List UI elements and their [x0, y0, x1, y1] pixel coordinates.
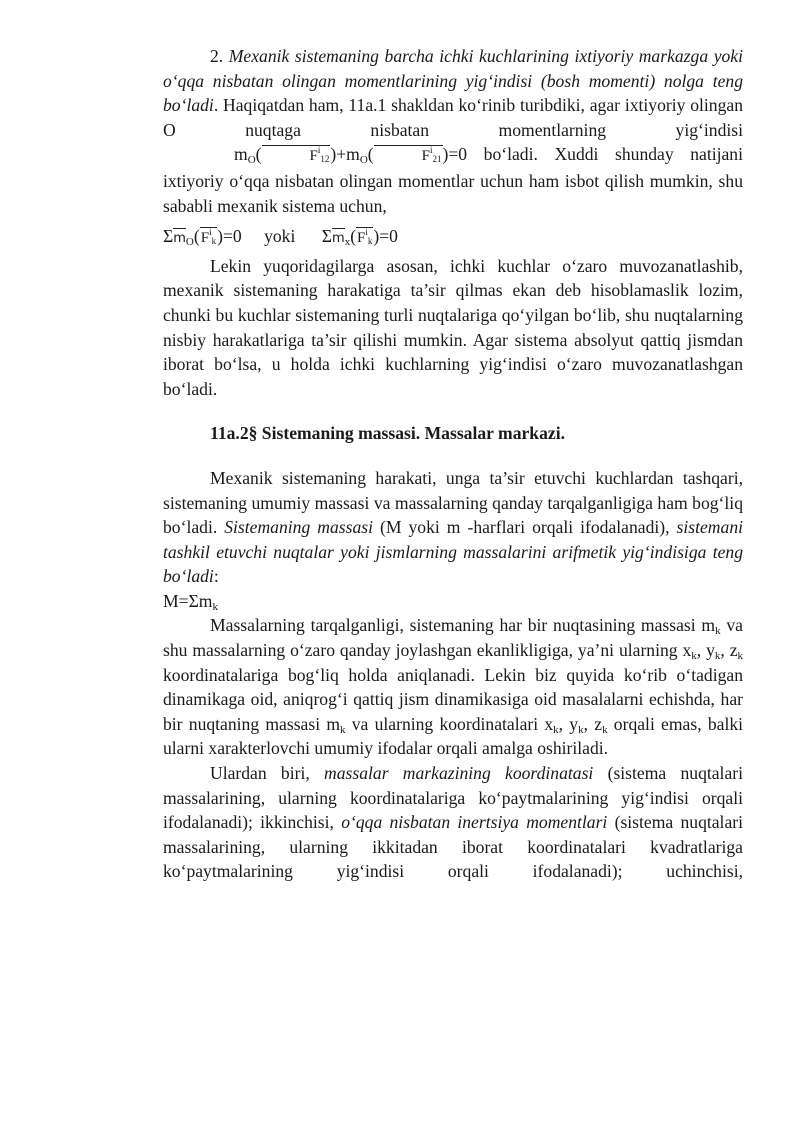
sigma-symbol: Σ [163, 226, 174, 247]
force-vector-f12: $F^i_{12}$ [262, 144, 331, 169]
formula-connector: yoki [264, 226, 296, 247]
paragraph-system-mass: Mexanik sistemaning harakati, unga ta’sir etuvchi kuchlardan tashqari, sistemaning umumiy massasi va massalarning qanday tarqalganligiga ham bog‘liq bo‘ladi. Sistemaning massasi (M yoki m -harflari orqali ifodalanadi), sistemani tashkil etuvchi nuqtalar yoki jismlarning massalarini arifmetik yig‘indisiga teng bo‘ladi: [163, 467, 743, 587]
moment-equilibrium-formula: $\Sigma m_O$( $F^i_k)=0$ yoki $\Sigma m_x$( $F^i_k)=0$ [163, 224, 743, 252]
paragraph-text: . Haqiqatdan ham, 11a.1 shakldan ko‘rinib turibdiki, agar ixtiyoriy olingan O nuqtaga nisbatan momentlarning yig‘indisi [163, 95, 743, 140]
force-vector-f21: $F^i_{21}$ [374, 144, 443, 169]
paragraph-internal-forces: Lekin yuqoridagilarga asosan, ichki kuchlar o‘zaro muvozanatlashib, mexanik sistemaning harakatiga ta’sir qilmas ekan deb hisoblamaslik lozim, chunki bu kuchlar sistemaning turli nuqtalariga qo‘yilgan bo‘lib, shu nuqtalarning nisbiy harakatlariga ta’sir qilishi mumkin. Agar sistema absolyut qattiq jismdan iborat bo‘lsa, u holda ichki kuchlarning yig‘indisi o‘zaro muvozanatlashgan bo‘ladi. [163, 255, 743, 399]
paragraph-mass-distribution: Massalarning tarqalganligi, sistemaning har bir nuqtasining massasi $m_k$ va shu massalarning o‘zaro qanday joylashgan ekanlikligiga, ya’ni ularning $x_k$, $y_k$, $z_k$ koordinatalariga bog‘liq holda aniqlanadi. Lekin biz quyida ko‘rib o‘tadigan dinamikaga oid, aniqrog‘i qattiq jism dinamikasiga oid masalalarni echishda, har bir nuqtaning massasi $m_k$ va ularning koordinatalari $x_k$, $y_k$, $z_k$ orqali emas, balki ularni xarakterlovchi umumiy ifodalar orqali amalga oshiriladi. [163, 615, 744, 759]
force-vector-fk: $F^i_k$ [357, 227, 373, 247]
sigma-symbol: Σ [321, 226, 333, 247]
term-moment-of-inertia: o‘qqa nisbatan inertsiya momentlari [341, 812, 608, 833]
paragraph-internal-moments [163, 44, 743, 218]
paragraph-text: bo‘ladi. Xuddi shunday natijani ixtiyoriy o‘qqa nisbatan olingan momentlar uchun ham isbot qilish mumkin, shu sababli mexanik sistema uchun, [163, 144, 743, 216]
moment-symbol: m [173, 227, 186, 252]
moment-symbol: m [332, 227, 345, 252]
definition-text: sistemani tashkil etuvchi nuqtalar yoki jismlarning massalarini arifmetik yig‘indisiga teng bo‘ladi [163, 517, 743, 587]
theorem-statement: Mexanik sistemaning barcha ichki kuchlarining ixtiyoriy markazga yoki o‘qqa nisbatan olingan momentlarining yig‘indisi (bosh momenti) nolga teng bo‘ladi [163, 46, 743, 116]
document-page [163, 44, 743, 884]
term-center-of-mass: massalar markazining koordinatasi [324, 763, 594, 784]
term-system-mass: Sistemaning massasi [224, 517, 373, 538]
item-number: 2. [210, 46, 229, 66]
moment-sum-formula: $m_O$( $F^i_{12})+m_O$( $F^i_{21})=0$ [187, 142, 467, 169]
paragraph-characteristics: Ulardan biri, massalar markazining koordinatasi (sistema nuqtalari massalarining, ularning koordinatalariga ko‘paytmalarining yig‘indisi orqali ifodalanadi); ikkinchisi, o‘qqa nisbatan inertsiya momentlari (sistema nuqtalari massalarining, ularning ikkitadan iborat koordinatalari kvadratlariga ko‘paytmalarining yig‘indisi orqali ifodalanadi); uchinchisi, [163, 763, 744, 882]
mass-sum-formula: $M=\Sigma m_k$ [163, 590, 218, 613]
force-vector-fk: $F^i_k$ [200, 227, 217, 247]
section-heading: 11a.2§ Sistemaning massasi. Massalar markazi. [210, 423, 565, 444]
